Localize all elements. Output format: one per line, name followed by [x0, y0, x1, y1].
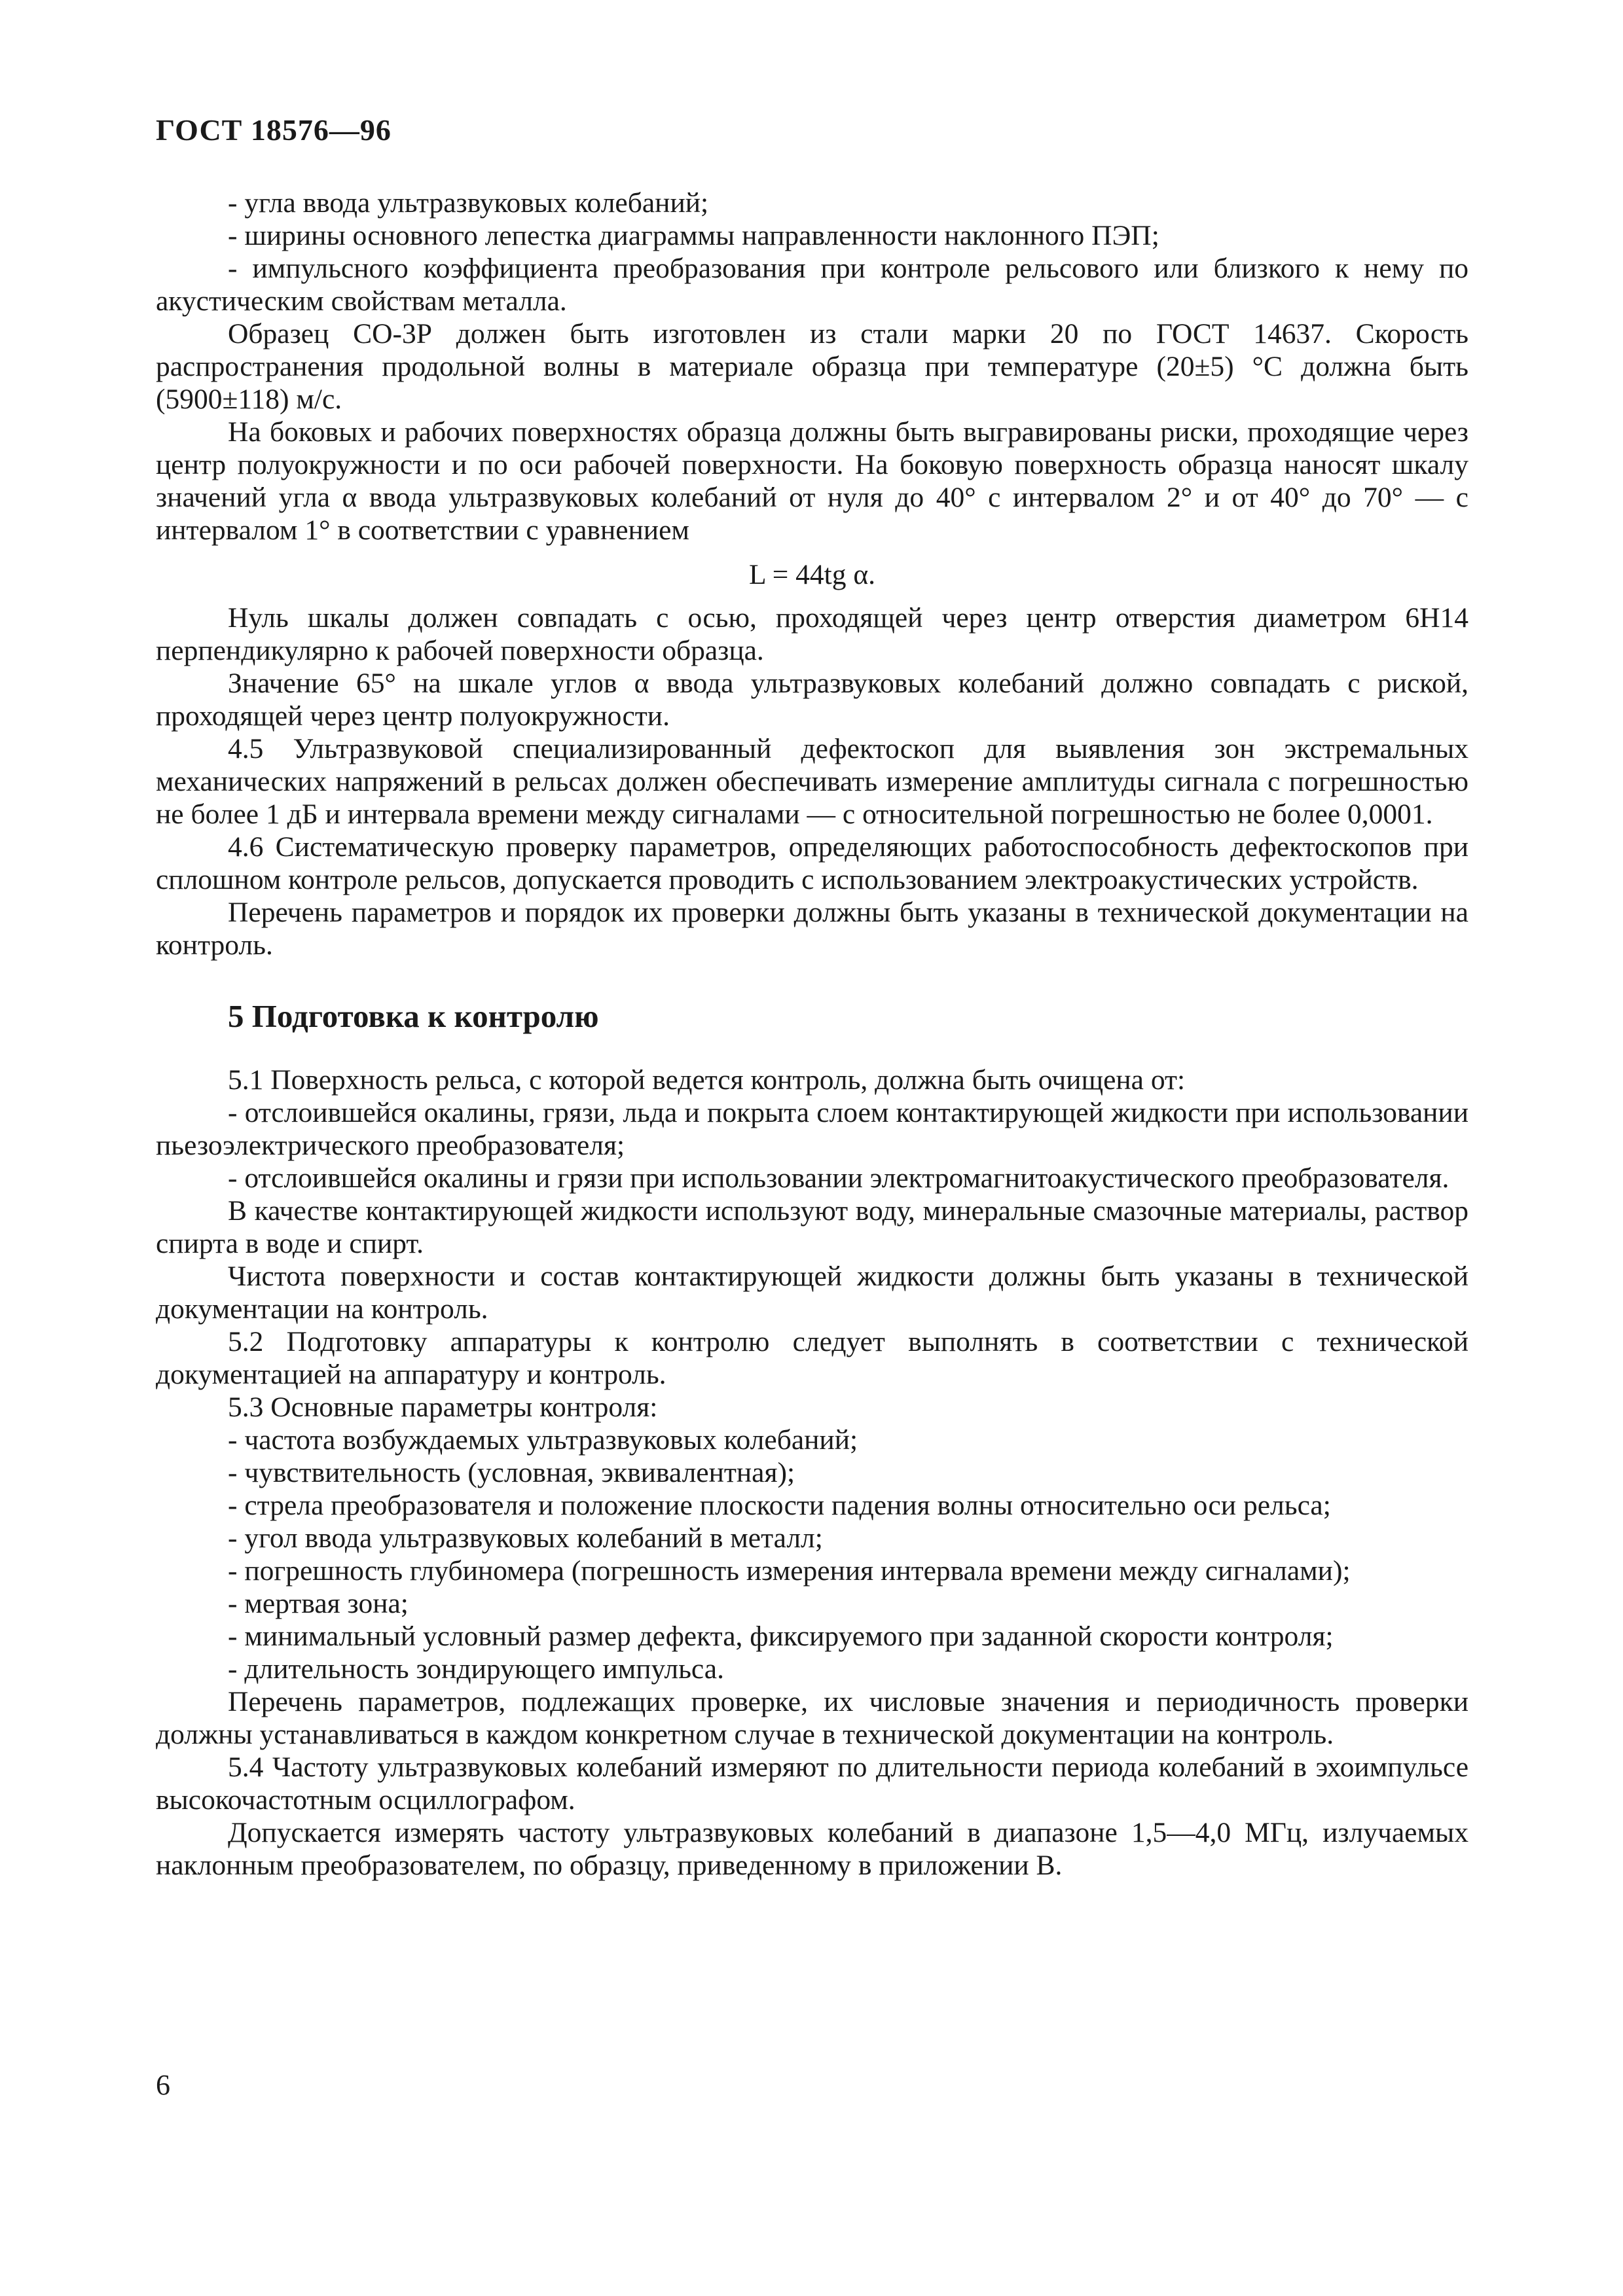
paragraph: Образец СО-3Р должен быть изготовлен из стали марки 20 по ГОСТ 14637. Скорость распространения продольной волны в материале образца при температуре (20±5) °С должна быть (5900±118) м/с. — [156, 318, 1468, 415]
list-item: - частота возбуждаемых ультразвуковых колебаний; — [228, 1424, 858, 1456]
list-item: - минимальный условный размер дефекта, фиксируемого при заданной скорости контроля; — [228, 1621, 1334, 1652]
paragraph: Перечень параметров и порядок их проверки должны быть указаны в технической документации на контроль. — [156, 897, 1468, 961]
clause-4-5: 4.5 Ультразвуковой специализированный дефектоскоп для выявления зон экстремальных механических напряжений в рельсах должен обеспечивать измерение амплитуды сигнала с погрешностью не более 1 дБ и интервала времени между сигналами — с относительной погрешностью не более 0,0001. — [156, 733, 1468, 830]
list-item: - импульсного коэффициента преобразования при контроле рельсового или близкого к нему по акустическим свойствам металла. — [156, 253, 1468, 317]
list-item: - отслоившейся окалины и грязи при использовании электромагнитоакустического преобразователя. — [228, 1162, 1450, 1194]
document-header: ГОСТ 18576—96 — [156, 113, 392, 147]
list-item: - длительность зондирующего импульса. — [228, 1653, 724, 1685]
formula: L = 44tg α. — [748, 559, 876, 590]
clause-5-4: 5.4 Частоту ультразвуковых колебаний измеряют по длительности периода колебаний в эхоимпульсе высокочастотным осциллографом. — [156, 1751, 1468, 1816]
list-item: - угла ввода ультразвуковых колебаний; — [228, 187, 709, 219]
list-item: - мертвая зона; — [228, 1588, 409, 1619]
paragraph: Допускается измерять частоту ультразвуковых колебаний в диапазоне 1,5—4,0 МГц, излучаемых наклонным преобразователем, по образцу, приведенному в приложении В. — [156, 1817, 1468, 1881]
list-item: - угол ввода ультразвуковых колебаний в металл; — [228, 1522, 823, 1554]
paragraph: На боковых и рабочих поверхностях образца должны быть выгравированы риски, проходящие через центр полуокружности и по оси рабочей поверхности. На боковую поверхность образца наносят шкалу значений угла α ввода ультразвуковых колебаний от нуля до 40° с интервалом 2° и от 40° до 70° — с интервалом 1° в соответствии с уравнением — [156, 416, 1468, 546]
clause-5-2: 5.2 Подготовку аппаратуры к контролю следует выполнять в соответствии с технической документацией на аппаратуру и контроль. — [156, 1326, 1468, 1390]
clause-4-6: 4.6 Систематическую проверку параметров, определяющих работоспособность дефектоскопов при сплошном контроле рельсов, допускается проводить с использованием электроакустических устройств. — [156, 831, 1468, 895]
section-heading: 5 Подготовка к контролю — [228, 998, 599, 1034]
clause-5-1: 5.1 Поверхность рельса, с которой ведется контроль, должна быть очищена от: — [228, 1064, 1186, 1096]
list-item: - стрела преобразователя и положение плоскости падения волны относительно оси рельса; — [228, 1490, 1331, 1521]
clause-5-3: 5.3 Основные параметры контроля: — [228, 1391, 658, 1423]
page-number: 6 — [156, 2069, 170, 2101]
list-item: - погрешность глубиномера (погрешность измерения интервала времени между сигналами); — [228, 1555, 1351, 1587]
paragraph: Перечень параметров, подлежащих проверке, их числовые значения и периодичность проверки должны устанавливаться в каждом конкретном случае в технической документации на контроль. — [156, 1686, 1468, 1750]
list-item: - ширины основного лепестка диаграммы направленности наклонного ПЭП; — [228, 220, 1159, 251]
paragraph: Чистота поверхности и состав контактирующей жидкости должны быть указаны в технической документации на контроль. — [156, 1261, 1468, 1325]
paragraph: Значение 65° на шкале углов α ввода ультразвуковых колебаний должно совпадать с риской, проходящей через центр полуокружности. — [156, 668, 1468, 732]
paragraph: Нуль шкалы должен совпадать с осью, проходящей через центр отверстия диаметром 6Н14 перпендикулярно к рабочей поверхности образца. — [156, 602, 1468, 666]
document-body — [156, 187, 1468, 1882]
list-item: - отслоившейся окалины, грязи, льда и покрыта слоем контактирующей жидкости при использовании пьезоэлектрического преобразователя; — [156, 1097, 1468, 1161]
paragraph: В качестве контактирующей жидкости используют воду, минеральные смазочные материалы, раствор спирта в воде и спирт. — [156, 1195, 1468, 1259]
list-item: - чувствительность (условная, эквивалентная); — [228, 1457, 795, 1488]
